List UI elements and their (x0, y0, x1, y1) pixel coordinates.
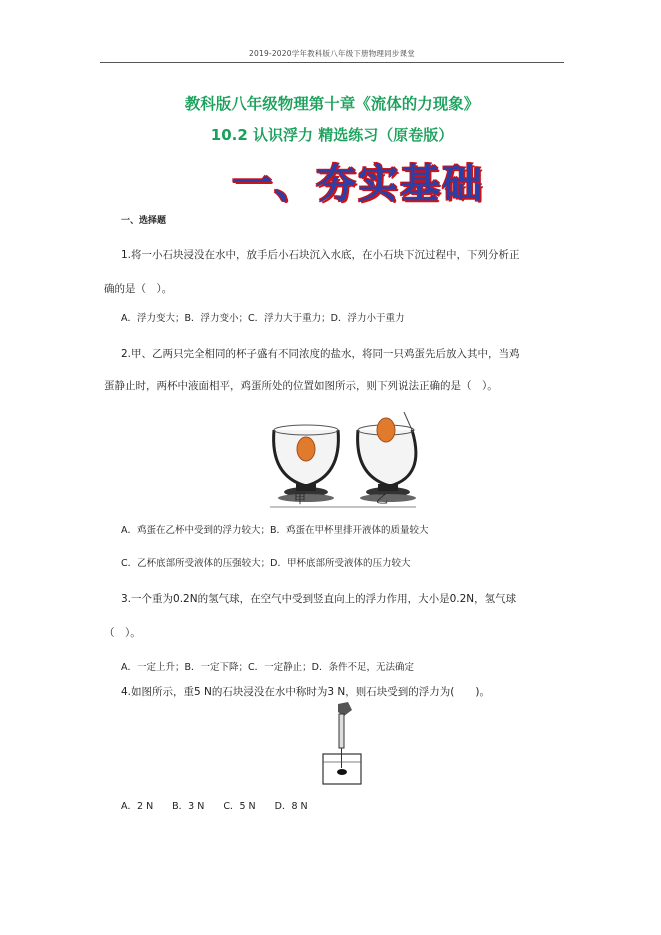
header-rule (100, 62, 564, 63)
stone (337, 769, 347, 775)
q2-options-ab: A．鸡蛋在乙杯中受到的浮力较大；B．鸡蛋在甲杯里排开液体的质量较大 (121, 525, 429, 536)
q2-stem-line2: 蛋静止时，两杯中液面相平，鸡蛋所处的位置如图所示，则下列说法正确的是（ ）。 (104, 380, 498, 392)
q4-stem: 4.如图所示，重5 N的石块浸没在水中称时为3 N，则石块受到的浮力为( )。 (121, 686, 490, 698)
fig-label-jia: 甲 (294, 492, 307, 506)
q3-stem-line2: （ ）。 (104, 627, 141, 639)
fig-label-yi: 乙 (376, 492, 389, 506)
spring-scale-figure (318, 700, 370, 790)
q3-options: A．一定上升；B．一定下降；C．一定静止；D．条件不足，无法确定 (121, 662, 414, 673)
page-header: 2019-2020学年教科版八年级下册物理同步课堂 (249, 49, 415, 58)
section-banner: 一、夯实基础 (232, 161, 484, 207)
egg-yi (377, 418, 395, 442)
q4-options: A．2 N B．3 N C．5 N D．8 N (121, 801, 308, 812)
egg-cups-figure (266, 408, 420, 508)
q2-options-cd: C．乙杯底部所受液体的压强较大；D．甲杯底部所受液体的压力较大 (121, 558, 411, 569)
q3-stem-line1: 3.一个重为0.2N的氢气球，在空气中受到竖直向上的浮力作用，大小是0.2N，氢气球 (121, 593, 517, 605)
egg-jia (297, 437, 315, 461)
q1-stem-line1: 1.将一小石块浸没在水中，放手后小石块沉入水底，在小石块下沉过程中，下列分析正 (121, 249, 520, 261)
q1-stem-line2: 确的是（ ）。 (104, 283, 173, 295)
doc-title: 教科版八年级物理第十章《流体的力现象》 (184, 95, 480, 113)
doc-subtitle: 10.2 认识浮力 精选练习（原卷版） (210, 126, 454, 144)
q2-stem-line1: 2.甲、乙两只完全相同的杯子盛有不同浓度的盐水，将同一只鸡蛋先后放入其中，当鸡 (121, 348, 520, 360)
section-label: 一、选择题 (121, 216, 167, 226)
q1-options: A．浮力变大；B．浮力变小；C．浮力大于重力；D．浮力小于重力 (121, 313, 405, 324)
